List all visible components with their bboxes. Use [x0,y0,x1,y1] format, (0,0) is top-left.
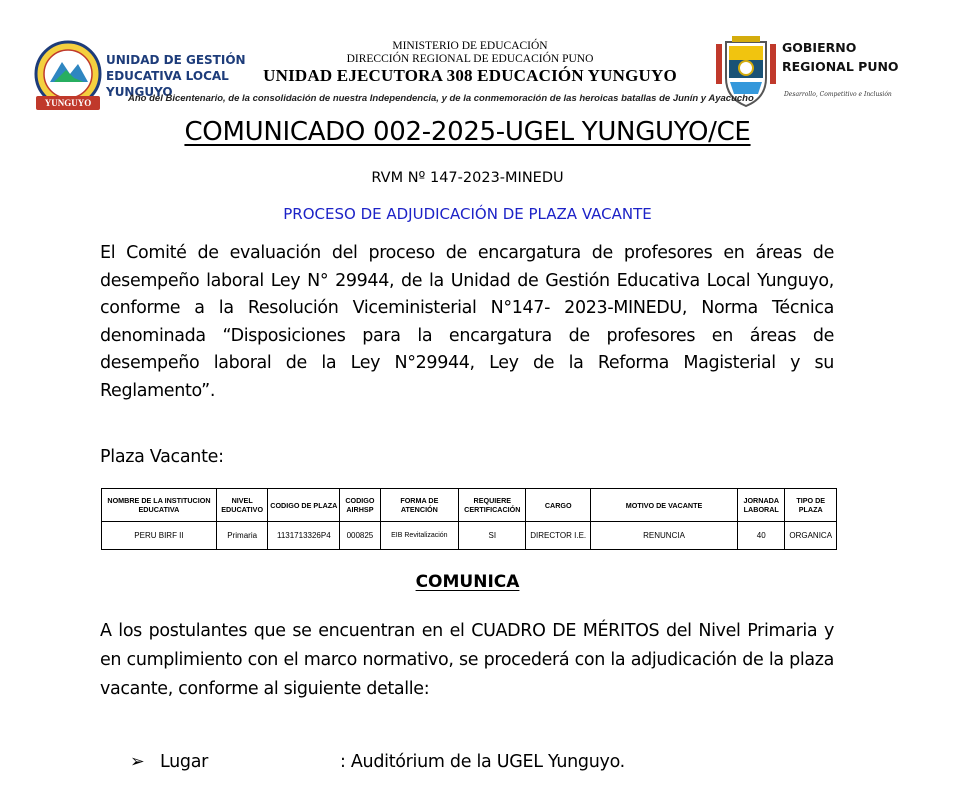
postulantes-paragraph: A los postulantes que se encuentran en el CUADRO DE MÉRITOS del Nivel Primaria y en cumplimiento con el marco normativo, se procederá con la adjudicación de la plaza vacante, conforme al siguiente detalle: [100,621,834,699]
direccion-line: DIRECCIÓN REGIONAL DE EDUCACIÓN PUNO [346,53,594,65]
table-cell: 1131713326P4 [268,522,340,550]
ministerio-line: MINISTERIO DE EDUCACIÓN [392,40,548,52]
plaza-vacante-label: Plaza Vacante: [100,447,224,467]
table-cell: EIB Revitalización [380,522,459,550]
table-header-cell: CODIGO DE PLAZA [268,489,340,522]
table-cell: RENUNCIA [590,522,737,550]
ugel-name: UNIDAD DE GESTIÓN EDUCATIVA LOCAL YUNGUYO [106,53,246,99]
table-header-row [102,489,837,522]
gobierno-regional-name: GOBIERNO REGIONAL PUNO [782,40,899,74]
header-center [240,40,700,86]
table-header-cell: FORMA DE ATENCIÓN [380,489,459,522]
table-header-cell: MOTIVO DE VACANTE [590,489,737,522]
lugar-value: : Auditórium de la UGEL Yunguyo. [340,752,625,772]
table-cell: ORGANICA [785,522,837,550]
table-header-cell: NIVEL EDUCATIVO [216,489,267,522]
table-header-cell: CARGO [526,489,590,522]
table-header-cell: REQUIERE CERTIFICACIÓN [459,489,526,522]
table-cell: DIRECTOR I.E. [526,522,590,550]
table-header-cell: NOMBRE DE LA INSTITUCION EDUCATIVA [102,489,217,522]
table-cell: Primaria [216,522,267,550]
gobierno-slogan: Desarrollo, Competitivo e Inclusión [784,91,892,98]
table-cell: 000825 [340,522,380,550]
table-cell: PERU BIRF II [102,522,217,550]
year-name-line: Año del Bicentenario, de la consolidación de nuestra Independencia, y de la conmemoración de las heroicas batallas de Junín y Ayacucho [128,93,754,104]
rvm-reference: RVM Nº 147-2023-MINEDU [371,170,564,186]
proceso-heading: PROCESO DE ADJUDICACIÓN DE PLAZA VACANTE [283,205,652,223]
lugar-label: Lugar [160,752,209,772]
table-cell: SI [459,522,526,550]
intro-paragraph: El Comité de evaluación del proceso de encargatura de profesores en áreas de desempeño laboral Ley N° 29944, de la Unidad de Gestión Educativa Local Yunguyo, conforme a la Resolución Viceministerial N°147- 2023-MINEDU, Norma Técnica denominada “Disposiciones para la encargatura de profesores en áreas de desempeño laboral de la Ley N°29944, Ley de la Reforma Magisterial y su Reglamento”. [100,243,834,401]
table-cell: 40 [738,522,785,550]
comunica-heading: COMUNICA [415,572,520,592]
arrow-bullet-icon: ➢ [130,752,145,772]
ugel-logo-text: YUNGUYO [44,98,92,108]
comunicado-title: COMUNICADO 002-2025-UGEL YUNGUYO/CE [184,117,751,147]
table-header-cell: JORNADA LABORAL [738,489,785,522]
table-header-cell: TIPO DE PLAZA [785,489,837,522]
unidad-ejecutora-line: UNIDAD EJECUTORA 308 EDUCACIÓN YUNGUYO [263,66,677,85]
vacancy-table [101,488,837,550]
table-row [102,522,837,550]
ugel-yunguyo-logo [30,40,106,116]
table-header-cell: CODIGO AIRHSP [340,489,380,522]
